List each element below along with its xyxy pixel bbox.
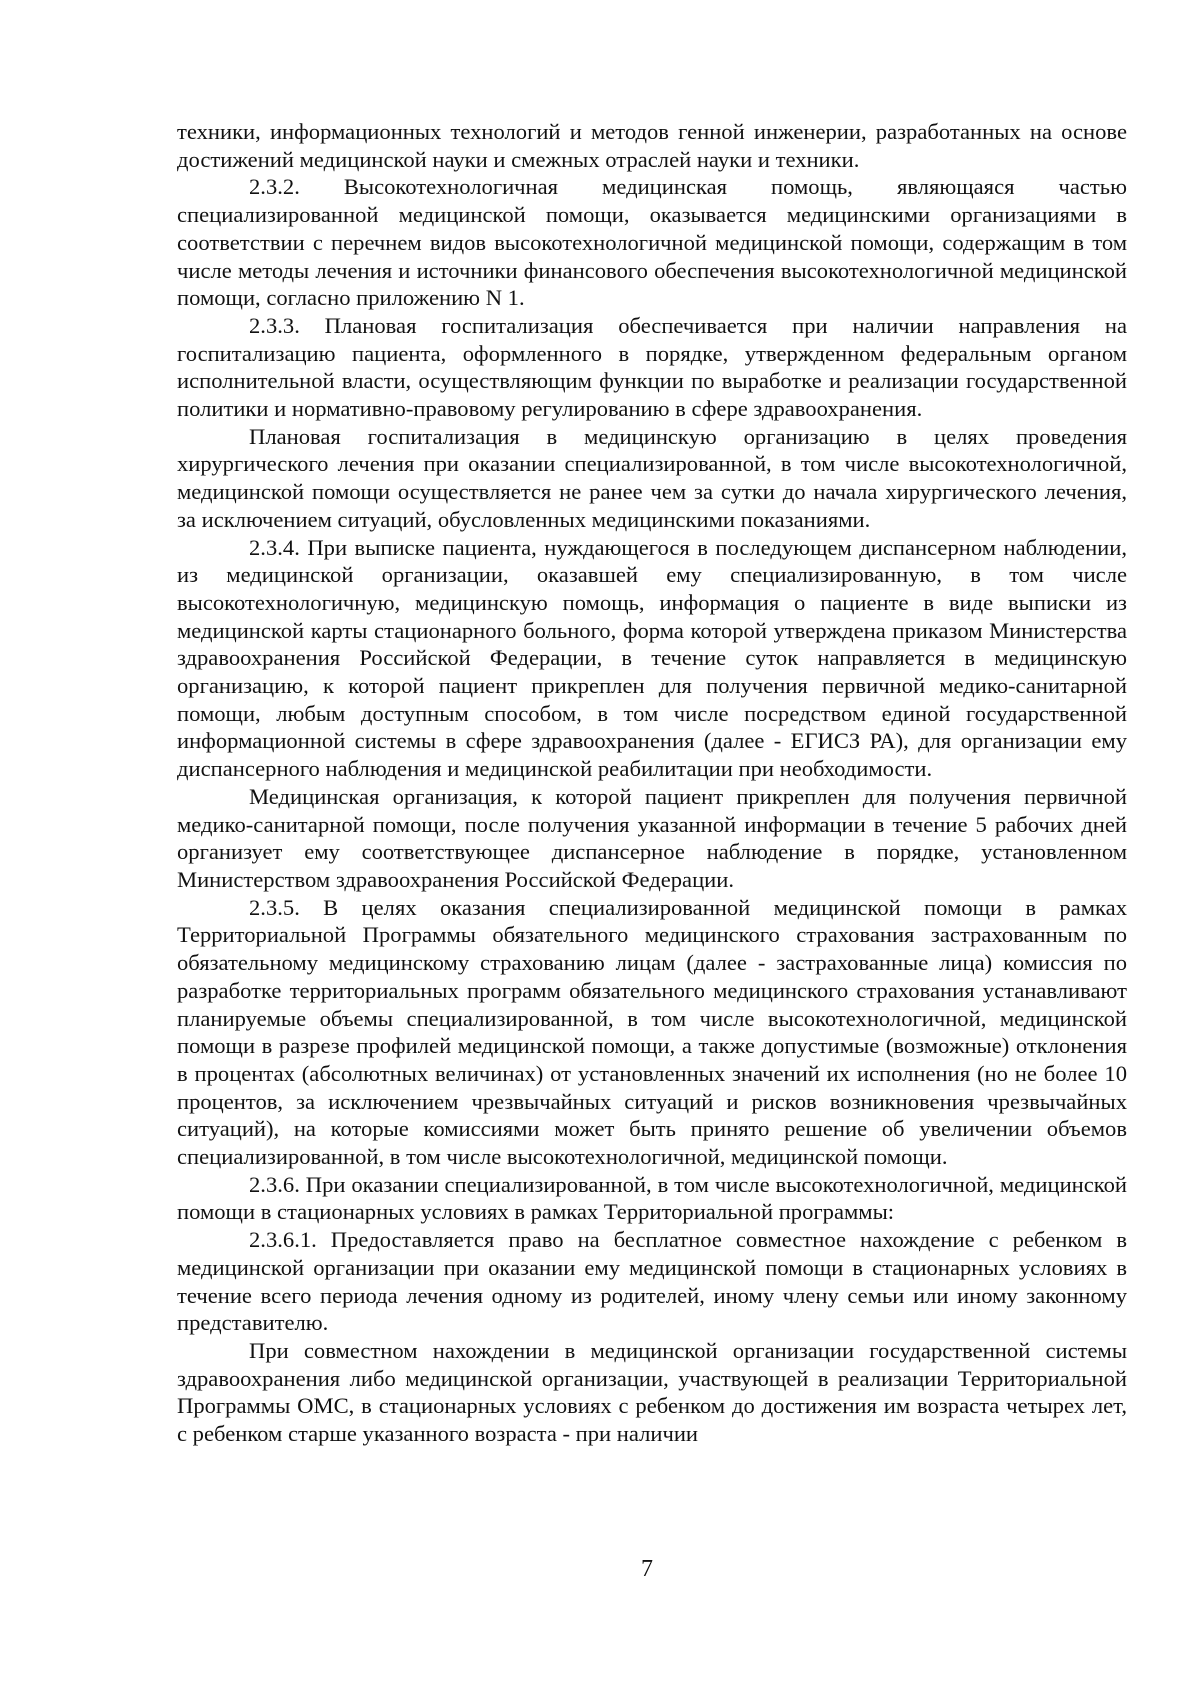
- paragraph: 2.3.4. При выписке пациента, нуждающегося в последующем диспансерном наблюдении, из медицинской организации, оказавшей ему специализированную, в том числе высокотехнологичную, медицинскую помощь, информация о пациенте в виде выписки из медицинской карты стационарного больного, форма которой утверждена приказом Министерства здравоохранения Российской Федерации, в течение суток направляется в медицинскую организацию, к которой пациент прикреплен для получения первичной медико-санитарной помощи, любым доступным способом, в том числе посредством единой государственной информационной системы в сфере здравоохранения (далее - ЕГИСЗ РА), для организации ему диспансерного наблюдения и медицинской реабилитации при необходимости.: [177, 534, 1127, 782]
- paragraph: техники, информационных технологий и методов генной инженерии, разработанных на основе достижений медицинской науки и смежных отраслей науки и техники.: [177, 119, 1127, 172]
- paragraph: 2.3.6.1. Предоставляется право на бесплатное совместное нахождение с ребенком в медицинской организации при оказании ему медицинской помощи в стационарных условиях в течение всего периода лечения одному из родителей, иному члену семьи или иному законному представителю.: [177, 1227, 1127, 1336]
- paragraph: 2.3.2. Высокотехнологичная медицинская помощь, являющаяся частью специализированной медицинской помощи, оказывается медицинскими организациями в соответствии с перечнем видов высокотехнологичной медицинской помощи, содержащим в том числе методы лечения и источники финансового обеспечения высокотехнологичной медицинской помощи, согласно приложению N 1.: [177, 174, 1127, 311]
- paragraph: 2.3.5. В целях оказания специализированной медицинской помощи в рамках Территориальной Программы обязательного медицинского страхования застрахованным по обязательному медицинскому страхованию лицам (далее - застрахованные лица) комиссия по разработке территориальных программ обязательного медицинского страхования устанавливают планируемые объемы специализированной, в том числе высокотехнологичной, медицинской помощи в разрезе профилей медицинской помощи, а также допустимые (возможные) отклонения в процентах (абсолютных величинах) от установленных значений их исполнения (но не более 10 процентов, за исключением чрезвычайных ситуаций и рисков возникновения чрезвычайных ситуаций), на которые комиссиями может быть принято решение об увеличении объемов специализированной, в том числе высокотехнологичной, медицинской помощи.: [177, 894, 1127, 1170]
- paragraph: При совместном нахождении в медицинской организации государственной системы здравоохранения либо медицинской организации, участвующей в реализации Территориальной Программы ОМС, в стационарных условиях с ребенком до достижения им возраста четырех лет, с ребенком старше указанного возраста - при наличии: [177, 1337, 1127, 1447]
- paragraph: 2.3.3. Плановая госпитализация обеспечивается при наличии направления на госпитализацию пациента, оформленного в порядке, утвержденном федеральным органом исполнительной власти, осуществляющим функции по выработке и реализации государственной политики и нормативно-правовому регулированию в сфере здравоохранения.: [177, 312, 1127, 422]
- paragraph: Медицинская организация, к которой пациент прикреплен для получения первичной медико-санитарной помощи, после получения указанной информации в течение 5 рабочих дней организует ему соответствующее диспансерное наблюдение в порядке, установленном Министерством здравоохранения Российской Федерации.: [177, 783, 1127, 892]
- paragraph: 2.3.6. При оказании специализированной, в том числе высокотехнологичной, медицинской помощи в стационарных условиях в рамках Территориальной программы:: [177, 1171, 1127, 1225]
- document-body: [177, 118, 1127, 1448]
- page-number: 7: [641, 1556, 653, 1582]
- paragraph: Плановая госпитализация в медицинскую организацию в целях проведения хирургического лечения при оказании специализированной, в том числе высокотехнологичной, медицинской помощи осуществляется не ранее чем за сутки до начала хирургического лечения, за исключением ситуаций, обусловленных медицинскими показаниями.: [177, 423, 1127, 532]
